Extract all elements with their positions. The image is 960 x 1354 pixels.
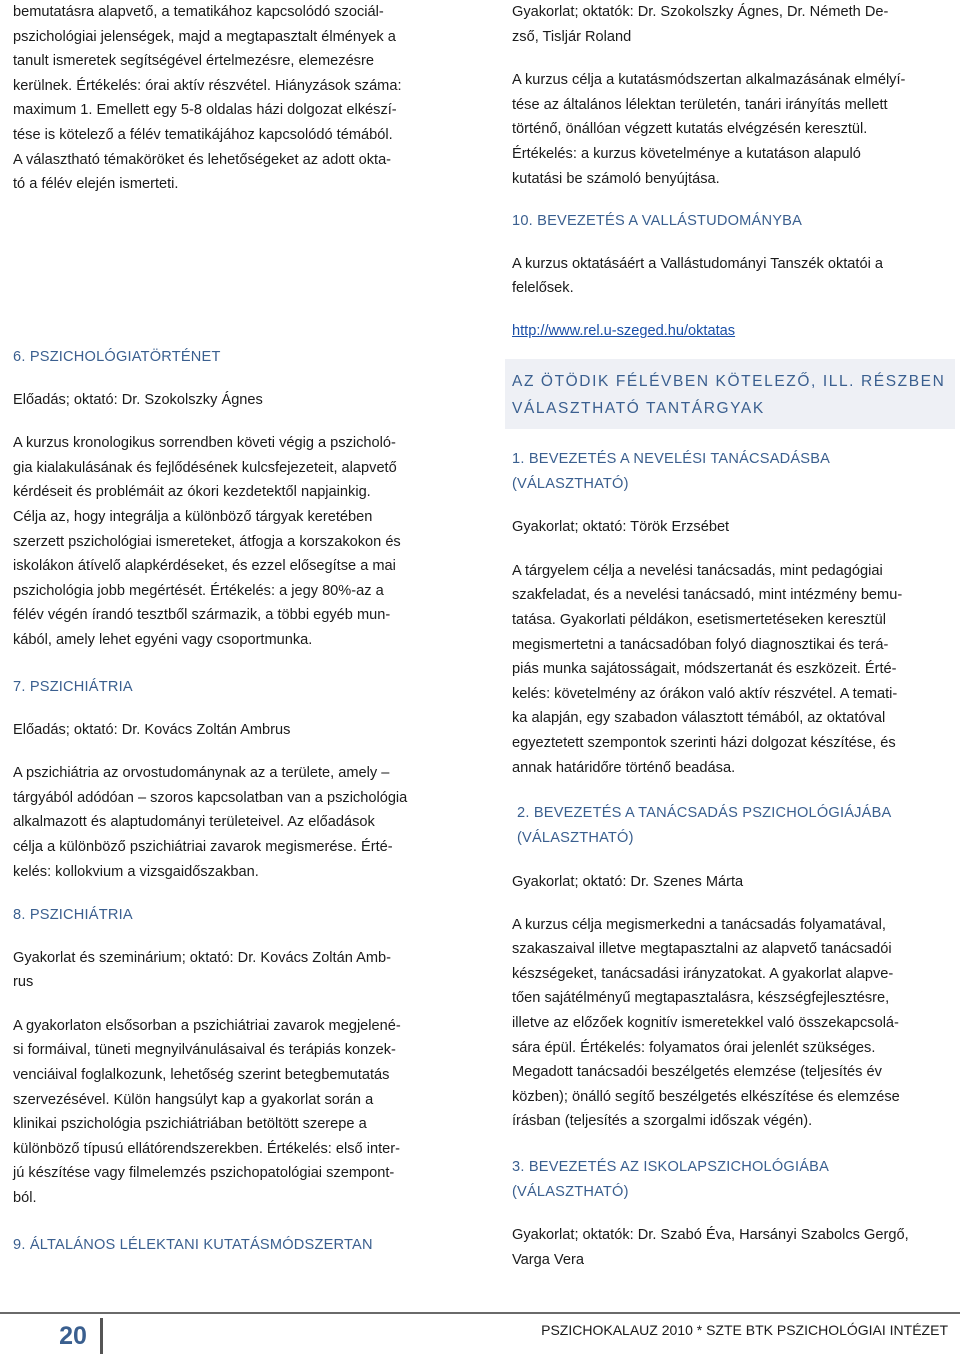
text-line: közben); önálló segítő beszélgetés elkészítése és elemzése bbox=[512, 1088, 900, 1105]
text-line: (VÁLASZTHATÓ) bbox=[512, 475, 629, 492]
text-line: különböző típusú ellátórendszerekben. Értékelés: első inter- bbox=[13, 1140, 400, 1157]
semester-banner-title bbox=[505, 359, 955, 422]
text-line: tése is kötelező a félév tematikájához kapcsolódó témából. bbox=[13, 126, 393, 143]
text-line: A kurzus célja a kutatásmódszertan alkalmazásának elmélyí- bbox=[512, 72, 906, 89]
text-line: Gyakorlat; oktatók: Dr. Szabó Éva, Harsányi Szabolcs Gergő, bbox=[512, 1227, 909, 1244]
section-8-body bbox=[13, 1014, 449, 1211]
text-line: kutatási be számoló benyújtása. bbox=[512, 170, 720, 187]
text-line: zső, Tisljár Roland bbox=[512, 28, 632, 45]
text-line: venciáival foglalkozunk, lehetőség szerint betegbemutatás bbox=[13, 1066, 390, 1083]
text-line: ka alapján, egy szabadon választott témából, az oktatóval bbox=[512, 710, 886, 727]
text-line: alkalmazott és alaptudományi területeivel. Az előadások bbox=[13, 814, 375, 831]
text-line: Varga Vera bbox=[512, 1251, 584, 1268]
text-line: tanult ismeretek segítségével értelmezésre, elemezésre bbox=[13, 53, 374, 70]
elective-1-body bbox=[512, 559, 948, 780]
text-line: A kurzus oktatásáért a Vallástudományi Tanszék oktatói a bbox=[512, 255, 883, 272]
text-line: A kurzus kronologikus sorrendben követi végig a pszicholó- bbox=[13, 435, 396, 452]
section-9 bbox=[13, 1233, 449, 1258]
text-line: iskolákon átívelő alapkérdéseket, és ezzel elősegítse a mai bbox=[13, 558, 396, 575]
text-line: kérdéseit és problémáit az ókori kezdetektől napjainkig. bbox=[13, 484, 371, 501]
text-line: Gyakorlat; oktatók: Dr. Szokolszky Ágnes, Dr. Németh De- bbox=[512, 4, 889, 20]
text-line: jú készítése vagy filmelemzés pszichopatológiai szempont- bbox=[13, 1165, 395, 1182]
text-line: Értékelés: a kurzus követelménye a kutatáson alapuló bbox=[512, 145, 861, 162]
section-6 bbox=[13, 345, 449, 653]
text-line: tárgyából adódóan – szoros kapcsolatban van a pszichológia bbox=[13, 789, 408, 806]
text-line: A kurzus célja megismerkedni a tanácsadás folyamatával, bbox=[512, 916, 886, 933]
text-line: (VÁLASZTHATÓ) bbox=[512, 1183, 629, 1200]
text-line: 3. BEVEZETÉS AZ ISKOLAPSZICHOLÓGIÁBA bbox=[512, 1159, 830, 1175]
department-link[interactable]: http://www.rel.u-szeged.hu/oktatas bbox=[512, 322, 736, 339]
section-7 bbox=[13, 675, 449, 884]
text-line: szervezésével. Külön hangsúlyt kap a gyakorlat során a bbox=[13, 1091, 374, 1108]
text-line: maximum 1. Emellett egy 5-8 oldalas házi dolgozat elkészí- bbox=[13, 102, 397, 119]
section-10 bbox=[512, 209, 948, 343]
section-7-heading: 7. PSZICHIÁTRIA bbox=[13, 679, 133, 695]
intro-paragraph bbox=[13, 0, 449, 197]
text-line: A gyakorlaton elsősorban a pszichiátriai zavarok megjelené- bbox=[13, 1017, 401, 1034]
text-line: si formáival, tüneti megnyilvánulásaival és terápiás konzek- bbox=[13, 1042, 396, 1059]
text-line: pszichológia jobb megértését. Értékelés: a jegy 80%-az a bbox=[13, 582, 384, 599]
section-6-body bbox=[13, 431, 449, 652]
text-line: A választható témaköröket és lehetőségeket az adott okta- bbox=[13, 151, 392, 168]
text-line: egyeztetett szempontok szerinti házi dolgozat készítése, és bbox=[512, 734, 896, 751]
text-line: célja a különböző pszichiátriai zavarok megismerése. Érté- bbox=[13, 838, 393, 855]
text-line: gia kialakulásának és fejlődésének kulcsfejezeteit, alapvető bbox=[13, 459, 397, 476]
text-line: Gyakorlat és szeminárium; oktató: Dr. Kovács Zoltán Amb- bbox=[13, 949, 391, 966]
text-line: 2. BEVEZETÉS A TANÁCSADÁS PSZICHOLÓGIÁJÁBA bbox=[517, 805, 892, 821]
text-line: felelősek. bbox=[512, 280, 574, 297]
page-number: 20 bbox=[59, 1322, 87, 1350]
semester-banner bbox=[505, 359, 955, 429]
text-line: történő, önállóan végzett kutatás elvégzésén keresztül. bbox=[512, 121, 868, 138]
text-line: illetve az előzőek kognitív ismeretekkel való összekapcsolá- bbox=[512, 1014, 899, 1031]
elective-2-heading bbox=[517, 801, 953, 850]
text-line: írásban (teljesítés a szorgalmi időszak végén). bbox=[512, 1113, 813, 1130]
footer-text: PSZICHOKALAUZ 2010 * SZTE BTK PSZICHOLÓGIAI INTÉZET bbox=[541, 1322, 948, 1338]
text-line: tó a félév elején ismerteti. bbox=[13, 176, 179, 193]
text-line: sára épül. Értékelés: folyamatos órai jelenlét szükséges. bbox=[512, 1039, 876, 1056]
section-10-body bbox=[512, 252, 948, 301]
section-10-heading: 10. BEVEZETÉS A VALLÁSTUDOMÁNYBA bbox=[512, 213, 803, 229]
text-line: klinikai pszichológia pszichiátriában betöltött szerepe a bbox=[13, 1116, 367, 1133]
section-9-body bbox=[512, 68, 948, 191]
section-9-heading: 9. ÁLTALÁNOS LÉLEKTANI KUTATÁSMÓDSZERTAN bbox=[13, 1237, 373, 1253]
text-line: tően sajátélményű megtapasztalásra, készségfejlesztésre, bbox=[512, 990, 890, 1007]
text-line: tatása. Gyakorlati példákon, esetismertetéseken keresztül bbox=[512, 611, 886, 628]
text-line: szakaszaival illetve megtapasztalni az alapvető tanácsadói bbox=[512, 941, 892, 958]
text-line: készségeket, tanácsadási irányzatokat. A gyakorlat alapve- bbox=[512, 965, 894, 982]
text-line: 1. BEVEZETÉS A NEVELÉSI TANÁCSADÁSBA bbox=[512, 451, 831, 467]
section-8 bbox=[13, 903, 449, 1211]
text-line: kelés: követelmény az órákon való aktív részvétel. A temati- bbox=[512, 685, 898, 702]
text-line: ból. bbox=[13, 1189, 37, 1206]
text-line: (VÁLASZTHATÓ) bbox=[517, 829, 634, 846]
section-6-heading: 6. PSZICHOLÓGIATÖRTÉNET bbox=[13, 349, 221, 365]
text-line: rus bbox=[13, 974, 34, 991]
elective-1-heading bbox=[512, 447, 948, 496]
footer-divider bbox=[0, 1312, 960, 1314]
text-line: megismertetni a tanácsadóban folyó diagnosztikai és terá- bbox=[512, 636, 889, 653]
section-9-continued bbox=[512, 0, 948, 191]
elective-3-meta bbox=[512, 1223, 948, 1272]
section-6-meta: Előadás; oktató: Dr. Szokolszky Ágnes bbox=[13, 391, 263, 408]
elective-2 bbox=[517, 801, 953, 850]
section-7-meta: Előadás; oktató: Dr. Kovács Zoltán Ambrus bbox=[13, 721, 291, 738]
text-line: A pszichiátria az orvostudománynak az a területe, amely – bbox=[13, 765, 390, 782]
text-line: szerzett pszichológiai ismereteket, átfogja a korszakokon és bbox=[13, 533, 401, 550]
text-line: szakfeladat, és a nevelési tanácsadó, mint intézmény bemu- bbox=[512, 587, 903, 604]
elective-3-heading bbox=[512, 1155, 948, 1204]
text-line: A tárgyelem célja a nevelési tanácsadás, mint pedagógiai bbox=[512, 562, 883, 579]
elective-1 bbox=[512, 447, 948, 780]
text-line: kerülnek. Értékelés: órai aktív részvétel. Hiányzások száma: bbox=[13, 77, 402, 94]
elective-3 bbox=[512, 1155, 948, 1272]
elective-2-meta: Gyakorlat; oktató: Dr. Szenes Márta bbox=[512, 874, 744, 890]
text-line: AZ ÖTÖDIK FÉLÉVBEN KÖTELEZŐ, ILL. RÉSZBEN bbox=[512, 373, 946, 390]
text-line: bemutatásra alapvető, a tematikához kapcsolódó szociál- bbox=[13, 4, 384, 20]
text-line: kából, amely lehet egyéni vagy csoportmunka. bbox=[13, 631, 313, 648]
text-line: félév végén írandó tesztből származik, a többi egyéb mun- bbox=[13, 607, 391, 624]
text-line: tése az általános lélektan területén, tanári irányítás mellett bbox=[512, 96, 888, 113]
section-8-meta bbox=[13, 946, 449, 995]
elective-2-body bbox=[512, 913, 948, 1134]
text-line: Megadott tanácsadói beszélgetés elemzése (teljesítés év bbox=[512, 1064, 882, 1081]
text-line: piás munka sajátosságait, módszertanát és eszközeit. Érté- bbox=[512, 661, 897, 678]
elective-1-meta: Gyakorlat; oktató: Török Erzsébet bbox=[512, 519, 730, 536]
text-line: annak határidőre történő beadása. bbox=[512, 759, 736, 776]
elective-2-content bbox=[512, 870, 948, 1134]
page-number-box bbox=[48, 1318, 103, 1354]
text-line: pszichológiai jelenségek, majd a megtapasztalt élmények a bbox=[13, 28, 396, 45]
text-line: kelés: kollokvium a vizsgaidőszakban. bbox=[13, 863, 259, 880]
text-line: Célja az, hogy integrálja a különböző tárgyak keretében bbox=[13, 508, 373, 525]
section-9-meta bbox=[512, 0, 948, 49]
section-7-body bbox=[13, 761, 449, 884]
section-8-heading: 8. PSZICHIÁTRIA bbox=[13, 907, 133, 923]
text-line: VÁLASZTHATÓ TANTÁRGYAK bbox=[512, 400, 765, 417]
